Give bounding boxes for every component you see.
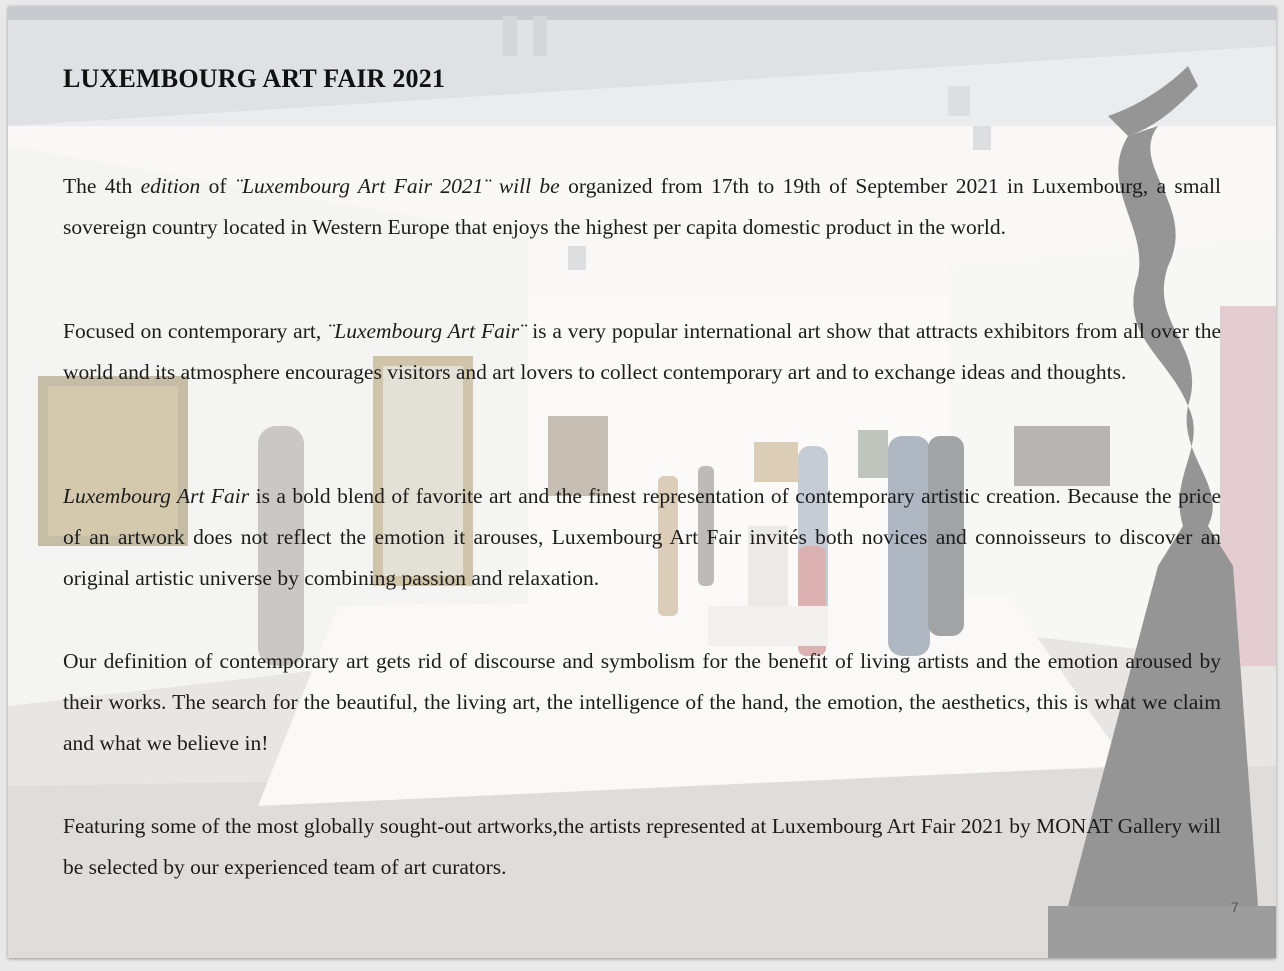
- text-run: of: [200, 174, 235, 198]
- emphasis-text: ¨Luxembourg Art Fair 2021¨ will be: [234, 174, 560, 198]
- text-run: Focused on contemporary art,: [63, 319, 328, 343]
- emphasis-text: edition: [140, 174, 201, 198]
- text-run: is a bold blend of favorite art and the finest representation of contemporary artistic creation. Because the price of an artwork does not reflect the emotion it arouses, Luxembourg Art Fair invités both novices and connoisseurs to discover an original artistic universe by combining passion and relaxation.: [63, 484, 1221, 590]
- paragraph-contemporary-focus: [63, 311, 1221, 393]
- page-number: 7: [1231, 899, 1239, 915]
- paragraph-featuring-artworks: Featuring some of the most globally sought-out artworks,the artists represented at Luxembourg Art Fair 2021 by MONAT Gallery will be selected by our experienced team of art curators.: [63, 814, 1221, 879]
- text-run: organized from 17th to 19th of September 2021 in Luxembourg, a small sovereign country located in Western Europe that enjoys the highest per capita domestic product in the world.: [63, 174, 1221, 239]
- paragraph-definition: Our definition of contemporary art gets rid of discourse and symbolism for the benefit of living artists and the emotion aroused by their works. The search for the beautiful, the living art, the intelligence of the hand, the emotion, the aesthetics, this is what we claim and what we believe in!: [63, 649, 1221, 755]
- text-run: The 4th: [63, 174, 141, 198]
- paragraph-edition-dates: [63, 166, 1221, 248]
- slide-title: LUXEMBOURG ART FAIR 2021: [63, 64, 446, 93]
- slide: [8, 6, 1276, 958]
- emphasis-text: ¨Luxembourg Art Fair¨: [327, 319, 527, 343]
- paragraph-bold-blend: [63, 476, 1221, 599]
- text-run: is a very popular international art show that attracts exhibitors from all over the world and its atmosphere encourages visitors and art lovers to collect contemporary art and to exchange ideas and thoughts.: [63, 319, 1221, 384]
- emphasis-text: Luxembourg Art Fair: [63, 484, 250, 508]
